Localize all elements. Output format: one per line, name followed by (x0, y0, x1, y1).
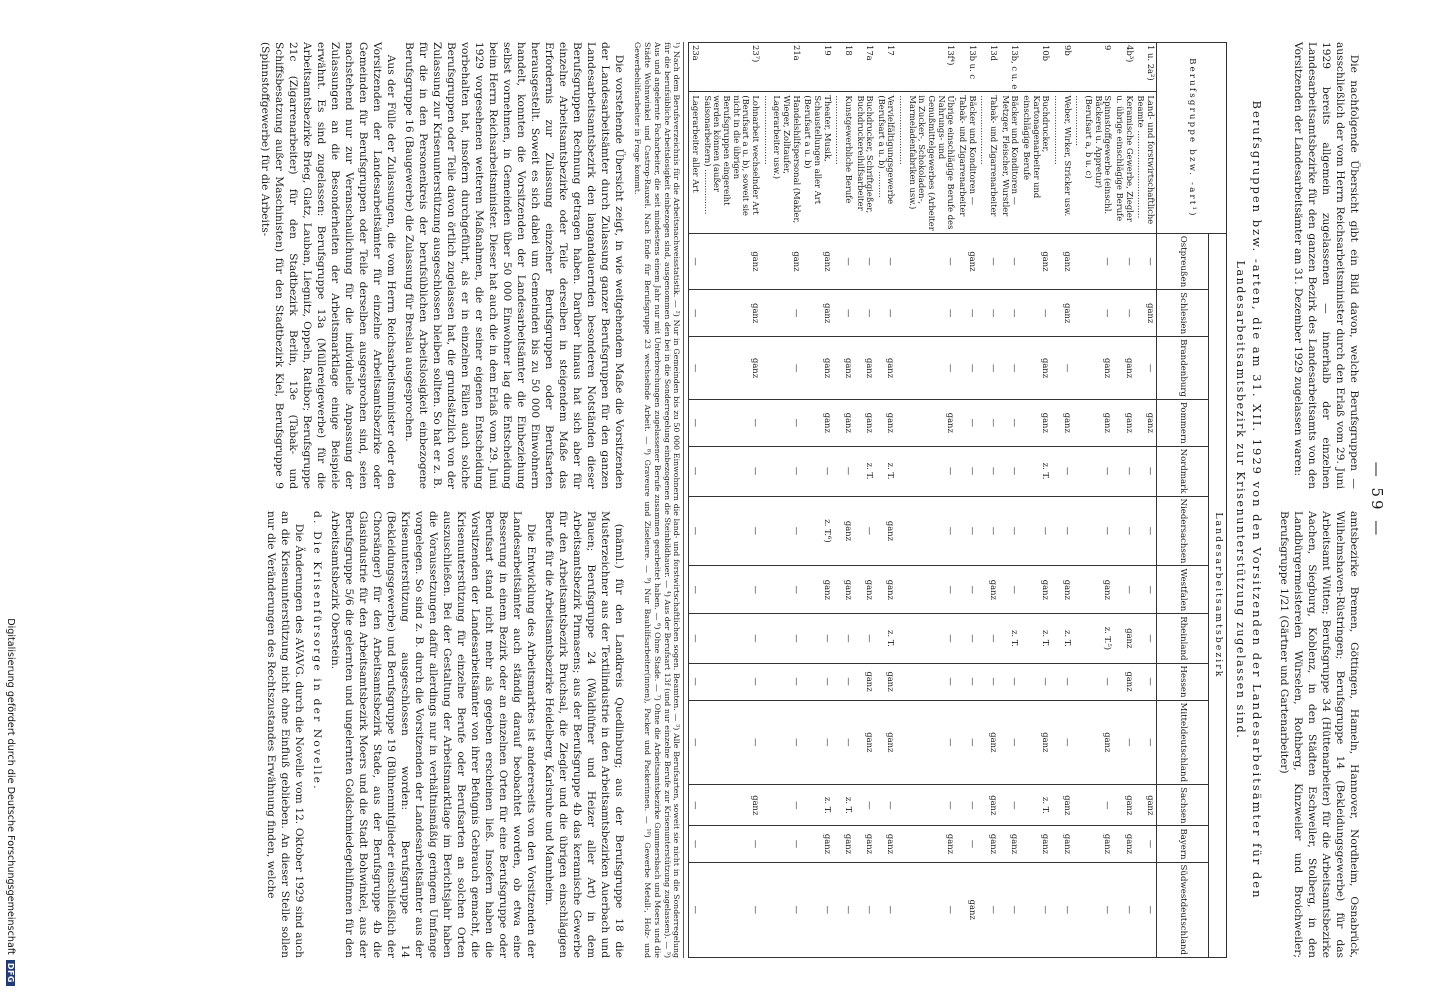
table-row (689, 43, 701, 958)
table-cell: — (956, 566, 977, 614)
table-cell: — (875, 862, 896, 957)
table-cell: — (701, 826, 761, 862)
table-cell: — (1113, 446, 1134, 496)
table-cell: — (833, 614, 854, 663)
table-cell: — (956, 399, 977, 446)
intro-right (1272, 511, 1360, 958)
table-cell: — (1051, 700, 1072, 785)
table-cell: — (1051, 446, 1072, 496)
table-row (701, 43, 761, 958)
group-number: 13b, c u. e (999, 43, 1020, 92)
table-cell: ganz (854, 337, 875, 400)
table-cell: ganz (761, 233, 802, 290)
table-cell: ganz (1051, 826, 1072, 862)
group-description: Vervielfältigungsgewerbe (Berufsart a u. b) .......... (875, 92, 896, 233)
table-cell: ganz (854, 663, 875, 700)
table-cell: ganz (1020, 233, 1051, 290)
table-cell: — (689, 399, 701, 446)
table-cell: — (701, 862, 761, 957)
group-number: 18 (833, 43, 854, 92)
district-group-header: Landesarbeitsamtsbezirk (1208, 233, 1226, 957)
table-cell: ganz (999, 826, 1020, 862)
table-cell: — (999, 290, 1020, 337)
district-header: Niedersachsen (1156, 496, 1208, 566)
table-cell: — (761, 290, 802, 337)
table-cell: — (875, 290, 896, 337)
table-cell: — (1135, 496, 1157, 566)
group-number: 13d (978, 43, 999, 92)
table-cell: — (1135, 862, 1157, 957)
group-number: 23a (689, 43, 701, 92)
table-cell: — (1073, 496, 1114, 566)
table-cell: — (854, 290, 875, 337)
district-header: Westfalen (1156, 566, 1208, 614)
table-cell: — (956, 700, 977, 785)
table-cell: — (802, 700, 833, 785)
table-cell: — (761, 446, 802, 496)
table-cell: ganz (1135, 290, 1157, 337)
table-cell: ganz (1113, 614, 1134, 663)
page-number: — 59 — (1368, 461, 1386, 539)
table-caption: Berufsgruppen bzw. -arten, die am 31. XII. 1929 von den Vorsitzenden der Landesarbeitsämter für den (1250, 100, 1265, 900)
table-cell: — (689, 826, 701, 862)
table-cell: — (761, 826, 802, 862)
table-cell: ganz (1073, 399, 1114, 446)
section-title: d. Die Krisenfürsorge in der Novelle. (311, 511, 324, 791)
dfg-logo-icon: DFG (7, 960, 16, 986)
table-cell: ganz (978, 826, 999, 862)
table-cell: z. T. (802, 785, 833, 826)
table-cell: ganz (833, 337, 854, 400)
table-cell: ganz (1113, 337, 1134, 400)
table-cell: ganz (802, 337, 833, 400)
district-header: Mitteldeutschland (1156, 700, 1208, 785)
table-cell: ganz (802, 826, 833, 862)
table-cell: ganz (833, 399, 854, 446)
table-cell: — (701, 700, 761, 785)
table-cell: — (1020, 496, 1051, 566)
table-cell: ganz (854, 566, 875, 614)
table-cell: ganz (1020, 826, 1051, 862)
table-cell: — (761, 614, 802, 663)
group-number: 13f⁴) (896, 43, 956, 92)
table-cell: — (956, 446, 977, 496)
intro-right-text: amtsbezirke Bremen, Göttingen, Hameln, Hannover, Nordheim, Osnabrück, Wilhelmshaven-Rüstringen; Berufsgruppe 14 (Bekleidungsgewerbe) für das Arbeitsamt Witten; Berufsgruppe 34 (Hüttenarbeiter) für die Arbeitsamtsbezirke Aachen, Siegburg, Koblenz, in den Städten Eschweiler, Stolberg, in den Landbürgermeistereien Würselen, Rothberg, Kinzweiler und Broichweiler; Berufsgruppe 1/21 (Gärtner und Gartenarbeiter) (1278, 511, 1361, 958)
body-paragraph: Die Entwicklung des Arbeitsmarktes ist andererseits von den Vorsitzenden der Landesarbeitsämter auch ständig darauf beobachtet worden, ob etwa eine Besserung in einem Bezirk oder an einzelnen Orten für eine Berufsgruppe oder Berufsart stand nicht mehr als gegeben erscheinen ließ. Insofern haben die Vorsitzenden der Landesarbeitsämter von ihrer Befugnis Gebrauch gemacht, die Krisenunterstützung für einzelne Berufe oder Berufsarten an solchen Orten auszuschließen. Bei der Gestaltung der Arbeitsmarktlage im Berichtsjahr haben die Voraussetzungen dafür allerdings nur in verhältnismäßig geringem Umfange vorgelegen. So sind z. B. durch die Vorsitzenden der Landesarbeitsämter aus der Krisenunterstützung ausgeschlossen worden: Berufsgruppe 14 (Bekleidungsgewerbe) und Berufsgruppe 19 (Bühnenmitglieder einschließlich der Chorsänger) für den Arbeitsamtsbezirk Stade, aus der Berufsgruppe 4b die Glasindustrie für den Arbeitsamtsbezirk Moers und die Stadt Bohwinkel, aus der Berufsgruppe 5/6 die gelernten und ungelernten Goldschmiedegehilfinnen für den Arbeitsamtsbezirk Oberstein. (329, 511, 537, 958)
table-cell: — (896, 446, 956, 496)
section-text: Die Änderungen des AVAVG. durch die Novelle vom 12. Oktober 1929 sind auch an die Krisenunterstützung nicht ohne Einfluß geblieben. An dieser Stelle sollen nur die Veränderungen des Rechtszustandes Erwähnung finden, welche (265, 511, 306, 958)
table-cell: — (978, 862, 999, 957)
group-description: Lagerarbeiter aller Art (689, 92, 701, 233)
table-cell: z. T. (854, 446, 875, 496)
table-cell: — (833, 290, 854, 337)
table-cell: — (833, 862, 854, 957)
table-cell: — (999, 862, 1020, 957)
table-cell: ganz (875, 496, 896, 566)
table-cell: ganz (1020, 566, 1051, 614)
group-description: Lohnarbeit wechselnder Art (Berufsart a u. b), soweit sie nicht in die übrigen Berufsgruppen eingereiht werden können (außer Saisonarbeitern) ................. (701, 92, 761, 233)
table-cell: — (689, 862, 701, 957)
table-cell: — (956, 614, 977, 663)
table-cell: z. T. (999, 614, 1020, 663)
body-columns (254, 42, 625, 958)
table-cell: — (1113, 290, 1134, 337)
table-cell: ganz (1113, 399, 1134, 446)
table-cell: ganz (1135, 785, 1157, 826)
group-number: 17a (854, 43, 875, 92)
table-cell: — (761, 337, 802, 400)
table-cell: — (999, 566, 1020, 614)
table-cell: ganz (1020, 337, 1051, 400)
group-description: Übrige einschlägige Berufe des Nahrungs- und Genußmittelgewerbes (Arbeiter in Zucker-, Schokoladen-, Marmeladenfabriken usw.) .......................... (896, 92, 956, 233)
table-cell: — (854, 233, 875, 290)
table-cell: — (978, 233, 999, 290)
occupation-table (688, 42, 1226, 958)
table-cell: — (1051, 496, 1072, 566)
table-cell: ganz (875, 663, 896, 700)
district-header: Brandenburg (1156, 337, 1208, 400)
table-cell: — (833, 446, 854, 496)
body-left-column (254, 42, 625, 489)
table-cell: — (701, 496, 761, 566)
group-number: 13b u. c (956, 43, 977, 92)
table-cell: — (1135, 446, 1157, 496)
table-cell: — (761, 700, 802, 785)
table-cell: — (1051, 337, 1072, 400)
table-cell: — (956, 826, 977, 862)
table-cell: — (1073, 446, 1114, 496)
table-cell: — (1113, 566, 1134, 614)
table-cell: — (896, 337, 956, 400)
table-cell: — (999, 700, 1020, 785)
table-cell: — (999, 337, 1020, 400)
district-header: Hessen (1156, 663, 1208, 700)
group-description: Spinnstoffgewerbe (einschl. Bäckerei u. Appretur) (Berufsart a, b u. c) ................... (1073, 92, 1114, 233)
first-column-header: Berufsgruppe bzw. -art¹) (1156, 43, 1226, 234)
table-cell: — (761, 862, 802, 957)
table-row (956, 43, 977, 958)
table-cell: — (1113, 496, 1134, 566)
table-cell: — (1135, 566, 1157, 614)
table-row (1135, 43, 1157, 958)
table-cell: ganz (854, 700, 875, 785)
group-number: 9 (1073, 43, 1114, 92)
table-cell: — (1113, 233, 1134, 290)
table-cell: — (896, 566, 956, 614)
group-description: Bäcker und Konditoren — Tabak- und Zigarrenarbeiter (956, 92, 977, 233)
table-cell: ganz (875, 566, 896, 614)
table-cell: ganz (896, 399, 956, 446)
table-cell: — (701, 614, 761, 663)
table-cell: ganz (1051, 785, 1072, 826)
table-cell: ganz (802, 399, 833, 446)
table-cell: — (689, 233, 701, 290)
table-cell: ganz (1073, 337, 1114, 400)
table-row (875, 43, 896, 958)
table-cell: — (689, 700, 701, 785)
table-cell: — (1135, 826, 1157, 862)
table-cell: — (956, 290, 977, 337)
table-cell: z. T. (1020, 785, 1051, 826)
group-number: 9b (1051, 43, 1072, 92)
table-cell: ganz (1051, 566, 1072, 614)
table-cell: z. T. (1020, 446, 1051, 496)
table-cell: — (689, 614, 701, 663)
table-cell: — (1073, 785, 1114, 826)
table-cell: — (999, 785, 1020, 826)
table-cell: — (1073, 290, 1114, 337)
table-cell: — (854, 614, 875, 663)
table-cell: — (1073, 233, 1114, 290)
table-cell: ganz (701, 785, 761, 826)
table-row (833, 43, 854, 958)
table-row (999, 43, 1020, 958)
table-cell: — (761, 399, 802, 446)
table-cell: — (978, 337, 999, 400)
body-right-column (254, 511, 625, 958)
table-cell: ganz (1073, 566, 1114, 614)
table-cell: — (875, 785, 896, 826)
table-cell: ganz (956, 233, 977, 290)
table-cell: — (802, 446, 833, 496)
district-header: Pommern (1156, 399, 1208, 446)
table-cell: — (701, 446, 761, 496)
table-cell: — (854, 862, 875, 957)
table-cell: — (689, 337, 701, 400)
table-cell: — (701, 663, 761, 700)
table-cell: ganz (956, 862, 977, 957)
table-cell: ganz (978, 700, 999, 785)
table-cell: — (1051, 663, 1072, 700)
group-description: Weber, Wirker, Stricker usw. .......................... (1051, 92, 1072, 233)
group-number: 19 (802, 43, 833, 92)
table-cell: — (1135, 233, 1157, 290)
table-cell: — (689, 446, 701, 496)
table-cell: — (761, 566, 802, 614)
table-cell: — (1073, 862, 1114, 957)
table-cell: ganz (1113, 785, 1134, 826)
digitization-text: Digitalisierung gefördert durch die Deutsche Forschungsgemeinschaft (5, 618, 17, 955)
group-description: Bäcker und Konditoren — Metzger, Fleischer, Wurstler (999, 92, 1020, 233)
district-header: Nordmark (1156, 446, 1208, 496)
table-cell: — (1051, 862, 1072, 957)
table-cell: — (761, 785, 802, 826)
table-cell: ganz (833, 496, 854, 566)
table-cell: ganz (875, 700, 896, 785)
table-cell: — (1135, 614, 1157, 663)
table-cell: — (761, 663, 802, 700)
digitization-note (2, 0, 20, 1000)
table-cell: — (802, 614, 833, 663)
table-cell: — (1020, 862, 1051, 957)
table-cell: ganz (1020, 399, 1051, 446)
body-right-paragraphs (327, 511, 624, 958)
table-cell: z. T. (1020, 614, 1051, 663)
table-cell: ganz (802, 566, 833, 614)
group-number: 17 (875, 43, 896, 92)
table-cell: ganz (802, 233, 833, 290)
table-cell: — (761, 496, 802, 566)
intro-left-text: Die nachfolgende Übersicht gibt ein Bild davon, welche Berufsgruppen — ausschließlich der vom Herrn Reichsarbeitsminister durch den Erlaß vom 29. Juni 1929 bereits allgemein zugelassenen — innerhalb der einzelnen Landesarbeitsamtsbezirke für den ganzen Bezirk des Landesarbeitsamts von den Vorsitzenden der Landesarbeitsämter am 31. Dezember 1929 zugelassen waren: (1292, 42, 1361, 489)
table-cell: — (896, 785, 956, 826)
table-cell: — (833, 663, 854, 700)
group-description: Buchdrucker, Kartonagenarbeiter und einschlägige Berufe (1020, 92, 1051, 233)
table-cell: ganz (1051, 290, 1072, 337)
table-cell: — (802, 663, 833, 700)
table-cell: — (1135, 700, 1157, 785)
table-cell: ganz (833, 826, 854, 862)
table-cell: — (1135, 663, 1157, 700)
table-row (854, 43, 875, 958)
table-cell: — (896, 663, 956, 700)
table-cell: — (896, 496, 956, 566)
table-cell: ganz (833, 566, 854, 614)
district-header: Ostpreußen (1156, 233, 1208, 290)
table-cell: ganz (1135, 399, 1157, 446)
table-cell: ganz (875, 337, 896, 400)
table-row (761, 43, 802, 958)
table-cell: ganz (1073, 826, 1114, 862)
table-cell: z. T.⁵) (1073, 614, 1114, 663)
table-cell: — (689, 663, 701, 700)
table-subcaption: Landesarbeitsamtsbezirk zur Krisenunterstützung zugelassen sind. (1234, 260, 1248, 740)
table-row (1113, 43, 1134, 958)
table-cell: ganz (1051, 399, 1072, 446)
table-cell: z. T. (875, 614, 896, 663)
table-cell: ganz (1073, 700, 1114, 785)
group-number: 4b³) (1113, 43, 1134, 92)
table-cell: — (1113, 700, 1134, 785)
body-paragraph: (männl.) für den Landkreis Quedlinburg; aus der Berufsgruppe 18 die Musterzeichner aus der Textilindustrie in den Arbeitsamtsbezirken Auerbach und Plauen; Berufsgruppe 24 (Waldhüfner und Heizer aller Art) in dem Arbeitsamtsbezirk Pirmasens; aus der Berufsgruppe 4b das keramische Gewerbe für den Arbeitsamtsbezirk Bruchsal, die Ziegler und die übrigen einschlägigen Berufe für die Arbeitsamtsbezirke Heidelberg, Karlsruhe und Mannheim. (542, 511, 625, 958)
table-cell: — (896, 614, 956, 663)
table-row (978, 43, 999, 958)
table-cell: — (956, 785, 977, 826)
table-cell: — (802, 862, 833, 957)
table-cell: — (689, 785, 701, 826)
table-row (802, 43, 833, 958)
table-cell: z. T. (875, 446, 896, 496)
district-header: Rheinland (1156, 614, 1208, 663)
table-cell: — (875, 233, 896, 290)
table-cell: — (896, 862, 956, 957)
table-cell: — (978, 446, 999, 496)
table-cell: ganz (896, 826, 956, 862)
table-cell: — (896, 290, 956, 337)
table-cell: — (978, 399, 999, 446)
body-paragraph: Aus der Fülle der Zulassungen, die vom Herrn Reichsarbeitsminister oder den Vorsitzenden der Landesarbeitsämter für einzelne Arbeitsamtsbezirke oder Gemeinden für Berufsgruppen oder Teile derselben ausgesprochen sind, seien nachstehend nur zur Veranschaulichung für die individuelle Anpassung der Zulassungen an die Besonderheiten der Arbeitsmarktlage einige Beispiele erwähnt. Es sind zugelassen: Berufsgruppe 13a (Müllereigewerbe) für die Arbeitsamtsbezirke Brieg, Glatz, Lauban, Liegnitz, Oppeln, Ratibor; Berufsgruppe 21c (Zigarrenarbeiter) für den Stadtbezirk Berlin, 13e (Tabak- und Schiffsbesatzung außer Maschinisten) für den Stadtbezirk Kiel, Berufsgruppe 9 (Spinnstoffgewerbe) für die Arbeits- (259, 42, 398, 489)
intro-left (1272, 42, 1360, 489)
table-cell: — (956, 337, 977, 400)
table-cell: ganz (701, 337, 761, 400)
table-cell: ganz (1020, 700, 1051, 785)
table-cell: — (701, 566, 761, 614)
table-cell: ganz (854, 399, 875, 446)
table-row (896, 43, 956, 958)
district-header: Südwestdeutschland (1156, 862, 1208, 957)
group-description: Buchdrucker, Schriftgießer, Buchdruckereihilfsarbeiter (854, 92, 875, 233)
district-header: Bayern (1156, 826, 1208, 862)
table-cell: — (978, 290, 999, 337)
table-cell: — (1135, 337, 1157, 400)
group-description: Kunstgewerbliche Berufe .......................... (833, 92, 854, 233)
table-cell: — (689, 496, 701, 566)
group-description: Handelshilfspersonal (Makler, Wieger, Zolltaufer, Lagerarbeiter usw.) .......................... (761, 92, 802, 233)
table-cell: ganz (854, 826, 875, 862)
intro-columns (1272, 42, 1360, 958)
table-cell: — (978, 663, 999, 700)
group-number: 21a (761, 43, 802, 92)
table-cell: z. T. (833, 785, 854, 826)
table-row (1051, 43, 1072, 958)
district-header: Sachsen (1156, 785, 1208, 826)
table-cell: — (833, 233, 854, 290)
group-number: 10b (1020, 43, 1051, 92)
table-cell: — (956, 496, 977, 566)
table-body (689, 43, 1157, 958)
table-cell: — (999, 663, 1020, 700)
table-cell: — (1020, 663, 1051, 700)
table-cell: — (1020, 290, 1051, 337)
table-cell: — (1113, 862, 1134, 957)
table-cell: ganz (875, 399, 896, 446)
table-cell: ganz (875, 826, 896, 862)
table-cell: ganz (1113, 826, 1134, 862)
table-cell: — (999, 233, 1020, 290)
district-header: Schlesien (1156, 290, 1208, 337)
group-description: Land- und forstwirtschaftliche Beamte ................................. (1135, 92, 1157, 233)
group-number: 1 u. 2a²) (1135, 43, 1157, 92)
table-cell: — (896, 233, 956, 290)
table-cell: ganz (701, 290, 761, 337)
table-cell: — (854, 496, 875, 566)
table-cell: ganz (1113, 663, 1134, 700)
table-cell: ganz (1051, 233, 1072, 290)
table-cell: z. T. (1051, 614, 1072, 663)
group-description: Tabak- und Zigarrenarbeiter .......................... (978, 92, 999, 233)
table-footnotes: ¹) Nach dem Berufsverzeichnis für die Arbeitsnachweisstatistik. — ²) Nur in Gemeinden bis zu 50 000 Einwohnern die land- und forstwirtschaftlichen sogen. Beamten. — ³) Alle Berufsarten, soweit sie nicht in die Sonderregelung für die berufsübliche Arbeitslosigkeit einbezogen sind, ausgenommen den bei in die Sonderregelung einbezogenen die Steinbildhauer. — ⁴) Aus der Berufsart 13f (und nur einzelne Berufe zur Krisenunterstützung zugelassen). — ⁵) Aus und angelernte Facharbeiter, die seit mindestens einem Jahr nur mit Unterbrechungen zugelassener Berufe zusammen gearbeitet haben. — ⁶) Ohne Stade. — ⁷) Ohne die Arbeitsamtsbezirke Gummersbach und Moers und die Städte Wohnwinkel und Castrop-Rauxel. Nach Ende für Berufsgruppe 23 wechselnde Arbeit. — ⁸) Graveure und Ziseleure. — ⁹) Nur Bauhilfsarbeiter(innen), Packer und Packerinnen. — ¹⁰) Gewerbe Metall-, Holz- und Gewerbehilfsarbeiter in Frage kommt. (633, 42, 685, 958)
table-row (1020, 43, 1051, 958)
table-cell: — (999, 446, 1020, 496)
table-cell: — (833, 700, 854, 785)
table-cell: — (978, 496, 999, 566)
table-cell: z. T.⁶) (802, 496, 833, 566)
table-cell: — (956, 663, 977, 700)
table-cell: ganz (978, 785, 999, 826)
table-cell: — (999, 399, 1020, 446)
table-cell: — (689, 566, 701, 614)
group-description: Keramische Gewerbe, Ziegler u. übrige einschlägige Berufe (1113, 92, 1134, 233)
table-cell: — (978, 614, 999, 663)
table-cell: ganz (701, 233, 761, 290)
table-cell: — (1073, 663, 1114, 700)
table-row (1073, 43, 1114, 958)
group-number: 23⁷) (701, 43, 761, 92)
table-cell: — (854, 785, 875, 826)
table-cell: — (689, 290, 701, 337)
table-cell: ganz (978, 566, 999, 614)
body-paragraph: Die vorstehende Übersicht zeigt, in wie weitgehendem Maße die Vorsitzenden der Landesarbeitsämter durch Zulassung ganzer Berufsgruppen für den ganzen Landesarbeitsamtsbezirk den langandauernden besonderen Notständen dieser Berufsgruppen Rechnung getragen haben. Darüber hinaus hat sich aber für einzelne Arbeitsamtsbezirke oder Teile derselben in steigendem Maße das Erfordernis zur Zulassung einzelner Berufsgruppen oder Berufsarten herausgestellt. Soweit es sich dabei um Gemeinden bis zu 50 000 Einwohnern handelt, konnten die Vorsitzenden der Landesarbeitsämter die Einbeziehung selbst vornehmen, in Gemeinden über 50 000 Einwohner lag die Entscheidung beim Herrn Reichsarbeitsminister. Dieser hat auch die in dem Erlaß vom 29. Juni 1929 vorgesehenen weiteren Maßnahmen, die er seiner eigenen Entscheidung vorbehalten hat, insofern durchgeführt, als er in einzelnen Fällen auch solche Berufsgruppen oder Teile davon örtlich zugelassen hat, die grundsätzlich von der Zulassung zur Krisenunterstützung ausgeschlossen bleiben sollten. So hat er z. B. für die in den Personenkreis der berufsüblichen Arbeitslosigkeit einbezogene Berufsgruppe 16 (Baugewerbe) die Zulassung für Breslau ausgesprochen. (403, 42, 625, 489)
table-cell: — (999, 496, 1020, 566)
group-description: Theater, Musik, Schaustellungen aller Art (Berufsart a u. b) (802, 92, 833, 233)
table-cell: ganz (802, 290, 833, 337)
table-cell: — (701, 399, 761, 446)
table-cell: — (896, 700, 956, 785)
